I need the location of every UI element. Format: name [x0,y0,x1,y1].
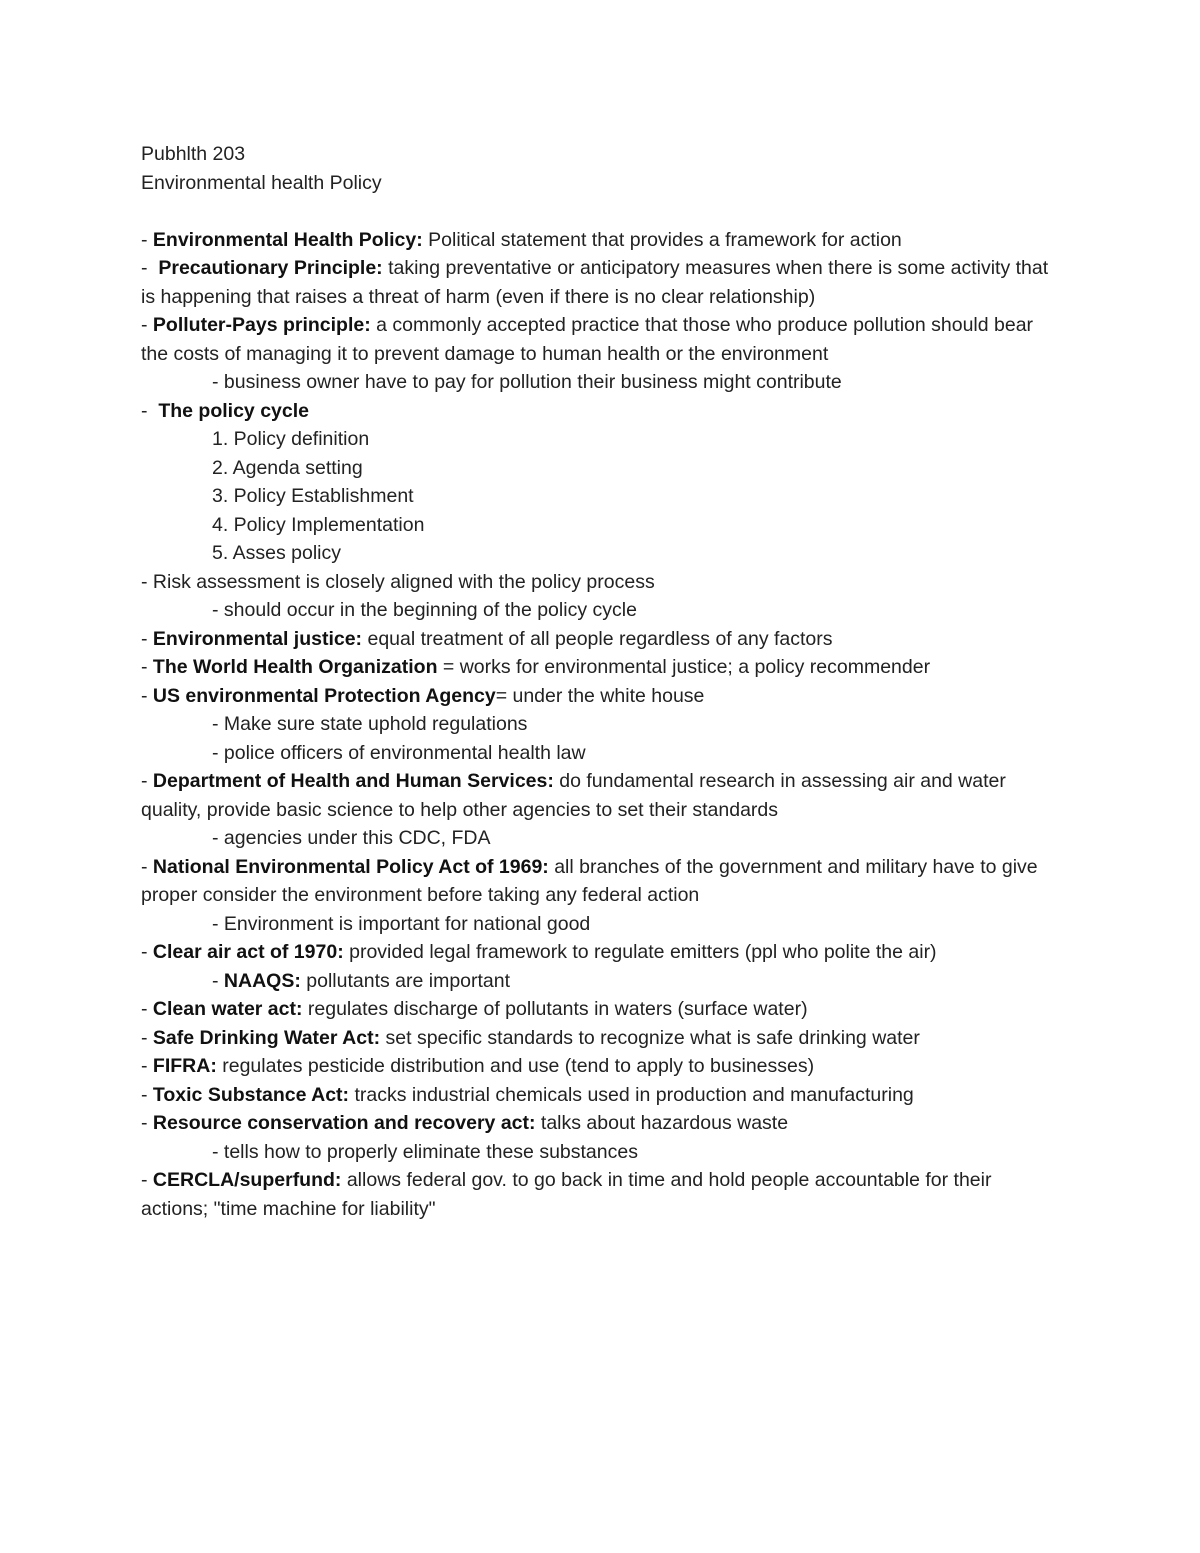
note-safe-drinking-water-act: - Safe Drinking Water Act: set specific standards to recognize what is safe drinking water [141,1026,920,1049]
note-precautionary-principle: - Precautionary Principle: taking preventative or anticipatory measures when there is some activity that is happening that raises a threat of harm (even if there is no clear relationship) [141,257,1049,308]
list-item: 4. Policy Implementation [212,513,425,536]
note-who: - The World Health Organization = works for environmental justice; a policy recommender [141,656,931,678]
list-item: 3. Policy Establishment [212,485,414,507]
term: Environmental Health Policy: [152,228,423,251]
definition: taking preventative or anticipatory measures when there is some activity that is happening that raises a threat of harm (even if there is no clear relationship) [141,257,1049,308]
sub-note-naaqs: - NAAQS: pollutants are important [212,969,511,992]
sub-note: - should occur in the beginning of the policy cycle [212,599,637,621]
term: The World Health Organization [152,656,438,678]
term: CERCLA/superfund: [152,1169,342,1191]
definition: provided legal framework to regulate emitters (ppl who polite the air) [343,941,937,963]
note-clean-air-act: - Clear air act of 1970: provided legal framework to regulate emitters (ppl who polite the air) [141,941,937,963]
definition: all branches of the government and military have to give proper consider the environment before taking any federal action [141,855,1038,906]
sub-note: - tells how to properly eliminate these substances [212,1140,638,1163]
term: US environmental Protection Agency [152,684,496,707]
note-clean-water-act: - Clean water act: regulates discharge of pollutants in waters (surface water) [141,998,808,1020]
term: FIFRA: [152,1055,217,1077]
definition: regulates discharge of pollutants in waters (surface water) [302,998,808,1020]
term: Precautionary Principle: [158,257,383,279]
definition: tracks industrial chemicals used in production and manufacturing [349,1083,914,1106]
document-body [141,140,1051,1223]
note-dhhs: - Department of Health and Human Services: do fundamental research in assessing air and water quality, provide basic science to help other agencies to set their standards [141,770,1006,821]
note-epa: - US environmental Protection Agency= under the white house [141,684,705,707]
course-code: Pubhlth 203 [141,143,246,165]
term: Toxic Substance Act: [152,1083,350,1106]
term: Clear air act of 1970: [152,941,344,963]
definition: = works for environmental justice; a policy recommender [437,656,931,678]
sub-note: - police officers of environmental health law [212,741,586,764]
note-risk-assessment: - Risk assessment is closely aligned with the policy process [141,570,655,593]
note-toxic-substance-act: - Toxic Substance Act: tracks industrial chemicals used in production and manufacturing [141,1083,914,1106]
term: Clean water act: [152,998,303,1020]
term: Polluter-Pays principle: [152,314,371,336]
term: NAAQS: [223,969,301,992]
term: Safe Drinking Water Act: [152,1026,381,1049]
document-title: Environmental health Policy [141,171,382,194]
definition: talks about hazardous waste [535,1112,789,1134]
note-cercla: - CERCLA/superfund: allows federal gov. to go back in time and hold people accountable for their actions; "time machine for liability" [141,1169,992,1220]
sub-note: - Environment is important for national good [212,912,591,935]
term: Resource conservation and recovery act: [152,1112,536,1134]
sub-note: - agencies under this CDC, FDA [212,827,491,849]
term: Department of Health and Human Services: [152,770,554,792]
term: Environmental justice: [152,627,363,650]
note-rcra: - Resource conservation and recovery act: talks about hazardous waste [141,1112,789,1134]
note-polluter-pays: - Polluter-Pays principle: a commonly accepted practice that those who produce pollution should bear the costs of managing it to prevent damage to human health or the environment [141,314,1034,365]
note-nepa: - National Environmental Policy Act of 1969: all branches of the government and military have to give proper consider the environment before taking any federal action [141,855,1038,906]
definition: do fundamental research in assessing air and water quality, provide basic science to help other agencies to set their standards [141,770,1006,821]
note-policy-cycle: - The policy cycle [141,399,309,422]
note-environmental-justice: - Environmental justice: equal treatment of all people regardless of any factors [141,627,833,650]
definition: set specific standards to recognize what is safe drinking water [380,1026,920,1049]
definition: a commonly accepted practice that those who produce pollution should bear the costs of managing it to prevent damage to human health or the environment [141,314,1034,365]
term: The policy cycle [158,399,309,422]
definition: allows federal gov. to go back in time and hold people accountable for their actions; "time machine for liability" [141,1169,992,1220]
note-environmental-health-policy: - Environmental Health Policy: Political statement that provides a framework for action [141,228,902,251]
sub-note: - Make sure state uphold regulations [212,713,528,735]
note-fifra: - FIFRA: regulates pesticide distribution and use (tend to apply to businesses) [141,1055,815,1077]
definition: equal treatment of all people regardless of any factors [362,627,833,650]
list-item: 2. Agenda setting [212,456,363,479]
term: National Environmental Policy Act of 1969: [152,855,549,878]
definition: regulates pesticide distribution and use (tend to apply to businesses) [216,1055,815,1077]
definition: Political statement that provides a framework for action [422,228,902,251]
definition: pollutants are important [300,969,511,992]
sub-note: - business owner have to pay for pollution their business might contribute [212,371,842,393]
blank-line [141,197,1051,226]
list-item: 1. Policy definition [212,428,370,450]
list-item: 5. Asses policy [212,542,341,564]
definition: = under the white house [495,684,705,707]
